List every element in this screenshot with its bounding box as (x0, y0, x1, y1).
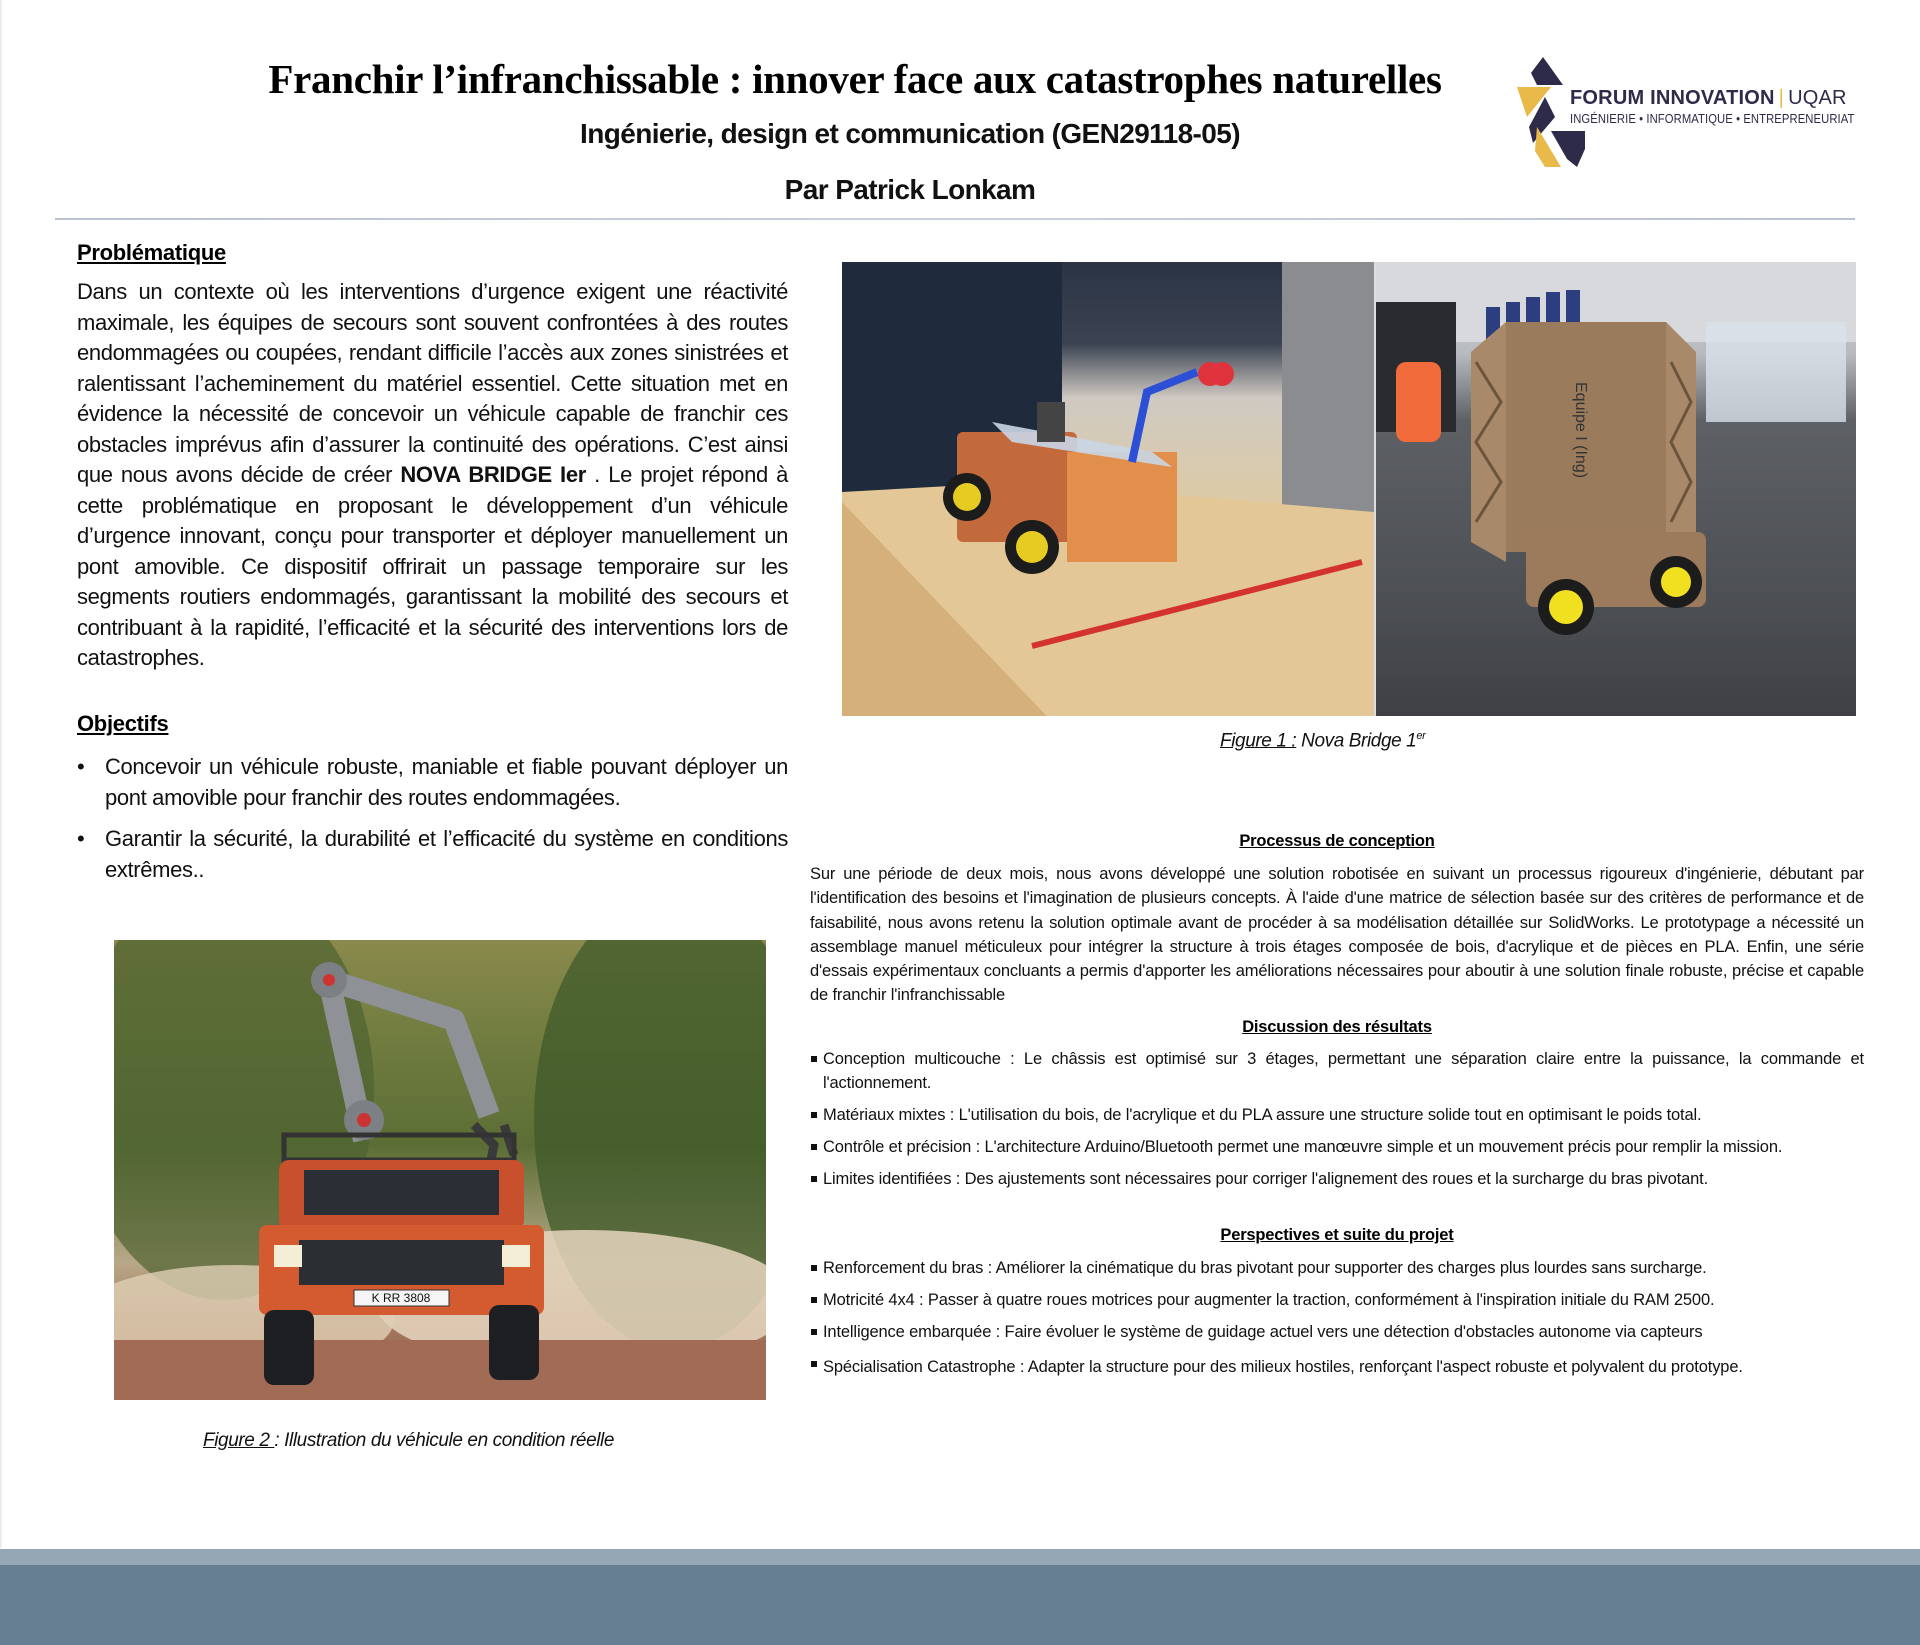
section-heading-processus: Processus de conception (1239, 832, 1435, 850)
perspective-item: Spécialisation Catastrophe : Adapter la structure pour des milieux hostiles, renforçant l'aspect robuste et polyvalent du prototype. (810, 1352, 1864, 1382)
discussion-item: Contrôle et précision : L'architecture Arduino/Bluetooth permet une manœuvre simple et un mouvement précis pour remplir la mission. (810, 1135, 1864, 1159)
figure-1-caption: Figure 1 : Nova Bridge 1er (1220, 730, 1426, 752)
prototype-with-bridge-photo (1376, 262, 1856, 716)
logo-title: FORUM INNOVATION | UQAR (1570, 87, 1847, 109)
figure-1-image (842, 262, 1856, 716)
section-heading-objectifs: Objectifs (77, 711, 169, 736)
svg-text:K RR 3808: K RR 3808 (371, 1291, 431, 1305)
course-subtitle: Ingénierie, design et communication (GEN29118-05) (580, 118, 1240, 149)
section-heading-perspectives: Perspectives et suite du projet (1220, 1226, 1454, 1244)
discussion-item: Limites identifiées : Des ajustements sont nécessaires pour corriger l'alignement des roues et la surcharge du bras pivotant. (810, 1167, 1864, 1191)
header-divider (55, 218, 1855, 220)
perspective-item: Motricité 4x4 : Passer à quatre roues motrices pour augmenter la traction, conformément à l'inspiration initiale du RAM 2500. (810, 1288, 1864, 1312)
perspectives-list (810, 1256, 1864, 1390)
figure-2-image (114, 940, 766, 1400)
footer-band-light (0, 1549, 1920, 1565)
poster-title: Franchir l’infranchissable : innover face aux catastrophes naturelles (268, 56, 1442, 102)
prototype-on-ramp-photo (842, 262, 1374, 716)
offroad-truck-illustration (114, 940, 766, 1400)
discussion-list (810, 1047, 1864, 1199)
author-line: Par Patrick Lonkam (784, 174, 1036, 205)
objectives-list (77, 752, 788, 896)
perspective-item: Renforcement du bras : Améliorer la cinématique du bras pivotant pour supporter des charges plus lourdes sans surcharge. (810, 1256, 1864, 1280)
forum-innovation-logo (1515, 55, 1865, 170)
section-heading-problematique: Problématique (77, 240, 226, 265)
project-name: NOVA BRIDGE Ier (400, 462, 586, 487)
problematique-paragraph: Dans un contexte où les interventions d’urgence exigent une réactivité maximale, les équipes de secours sont souvent confrontées à des routes endommagées ou coupées, rendant difficile l’accès aux zones sinistrées et ralentissant l’acheminement du matériel essentiel. Cette situation met en évidence la nécessité de concevoir un véhicule capable de franchir ces obstacles imprévus afin d’assurer la continuité des opérations. C’est ainsi que nous avons décide de créer NOVA BRIDGE Ier . Le projet répond à cette problématique en proposant le développement d’un véhicule d’urgence innovant, conçu pour transporter et déployer manuellement un pont amovible. Ce dispositif offrirait un passage temporaire sur les segments routiers endommagés, garantissant la mobilité des secours et contribuant à la rapidité, l’efficacité et la sécurité des interventions lors de catastrophes. (77, 279, 788, 670)
logo-tagline: INGÉNIERIE • INFORMATIQUE • ENTREPRENEURIAT (1570, 112, 1855, 126)
objective-item: • Garantir la sécurité, la durabilité et l’efficacité du système en conditions extrêmes.. (77, 824, 788, 885)
discussion-item: Matériaux mixtes : L'utilisation du bois, de l'acrylique et du PLA assure une structure solide tout en optimisant le poids total. (810, 1103, 1864, 1127)
discussion-item: Conception multicouche : Le châssis est optimisé sur 3 étages, permettant une séparation claire entre la puissance, la commande et l'actionnement. (810, 1047, 1864, 1095)
footer-band-dark (0, 1565, 1920, 1645)
svg-text:Equipe I (Ing): Equipe I (Ing) (1572, 382, 1589, 479)
objective-item: • Concevoir un véhicule robuste, maniable et fiable pouvant déployer un pont amovible pour franchir des routes endommagées. (77, 752, 788, 813)
page-edge (0, 0, 2, 1548)
figure-2-caption: Figure 2 : Illustration du véhicule en condition réelle (203, 1430, 615, 1451)
processus-paragraph: Sur une période de deux mois, nous avons développé une solution robotisée en suivant un processus rigoureux d'ingénierie, débutant par l'identification des besoins et l'imagination de plusieurs concepts. À l'aide d'une matrice de sélection basée sur des critères de performance et de faisabilité, nous avons retenu la solution optimale avant de procéder à sa modélisation détaillée sur SolidWorks. Le prototypage a nécessité un assemblage manuel méticuleux pour intégrer la structure à trois étages composée de bois, d'acrylique et de pièces en PLA. Enfin, une série d'essais expérimentaux concluants a permis d'apporter les améliorations nécessaires pour aboutir à une solution finale robuste, précise et capable de franchir l'infranchissable (810, 865, 1864, 1005)
section-heading-discussion: Discussion des résultats (1242, 1018, 1432, 1036)
perspective-item: Intelligence embarquée : Faire évoluer le système de guidage actuel vers une détection d'obstacles autonome via capteurs (810, 1320, 1864, 1344)
